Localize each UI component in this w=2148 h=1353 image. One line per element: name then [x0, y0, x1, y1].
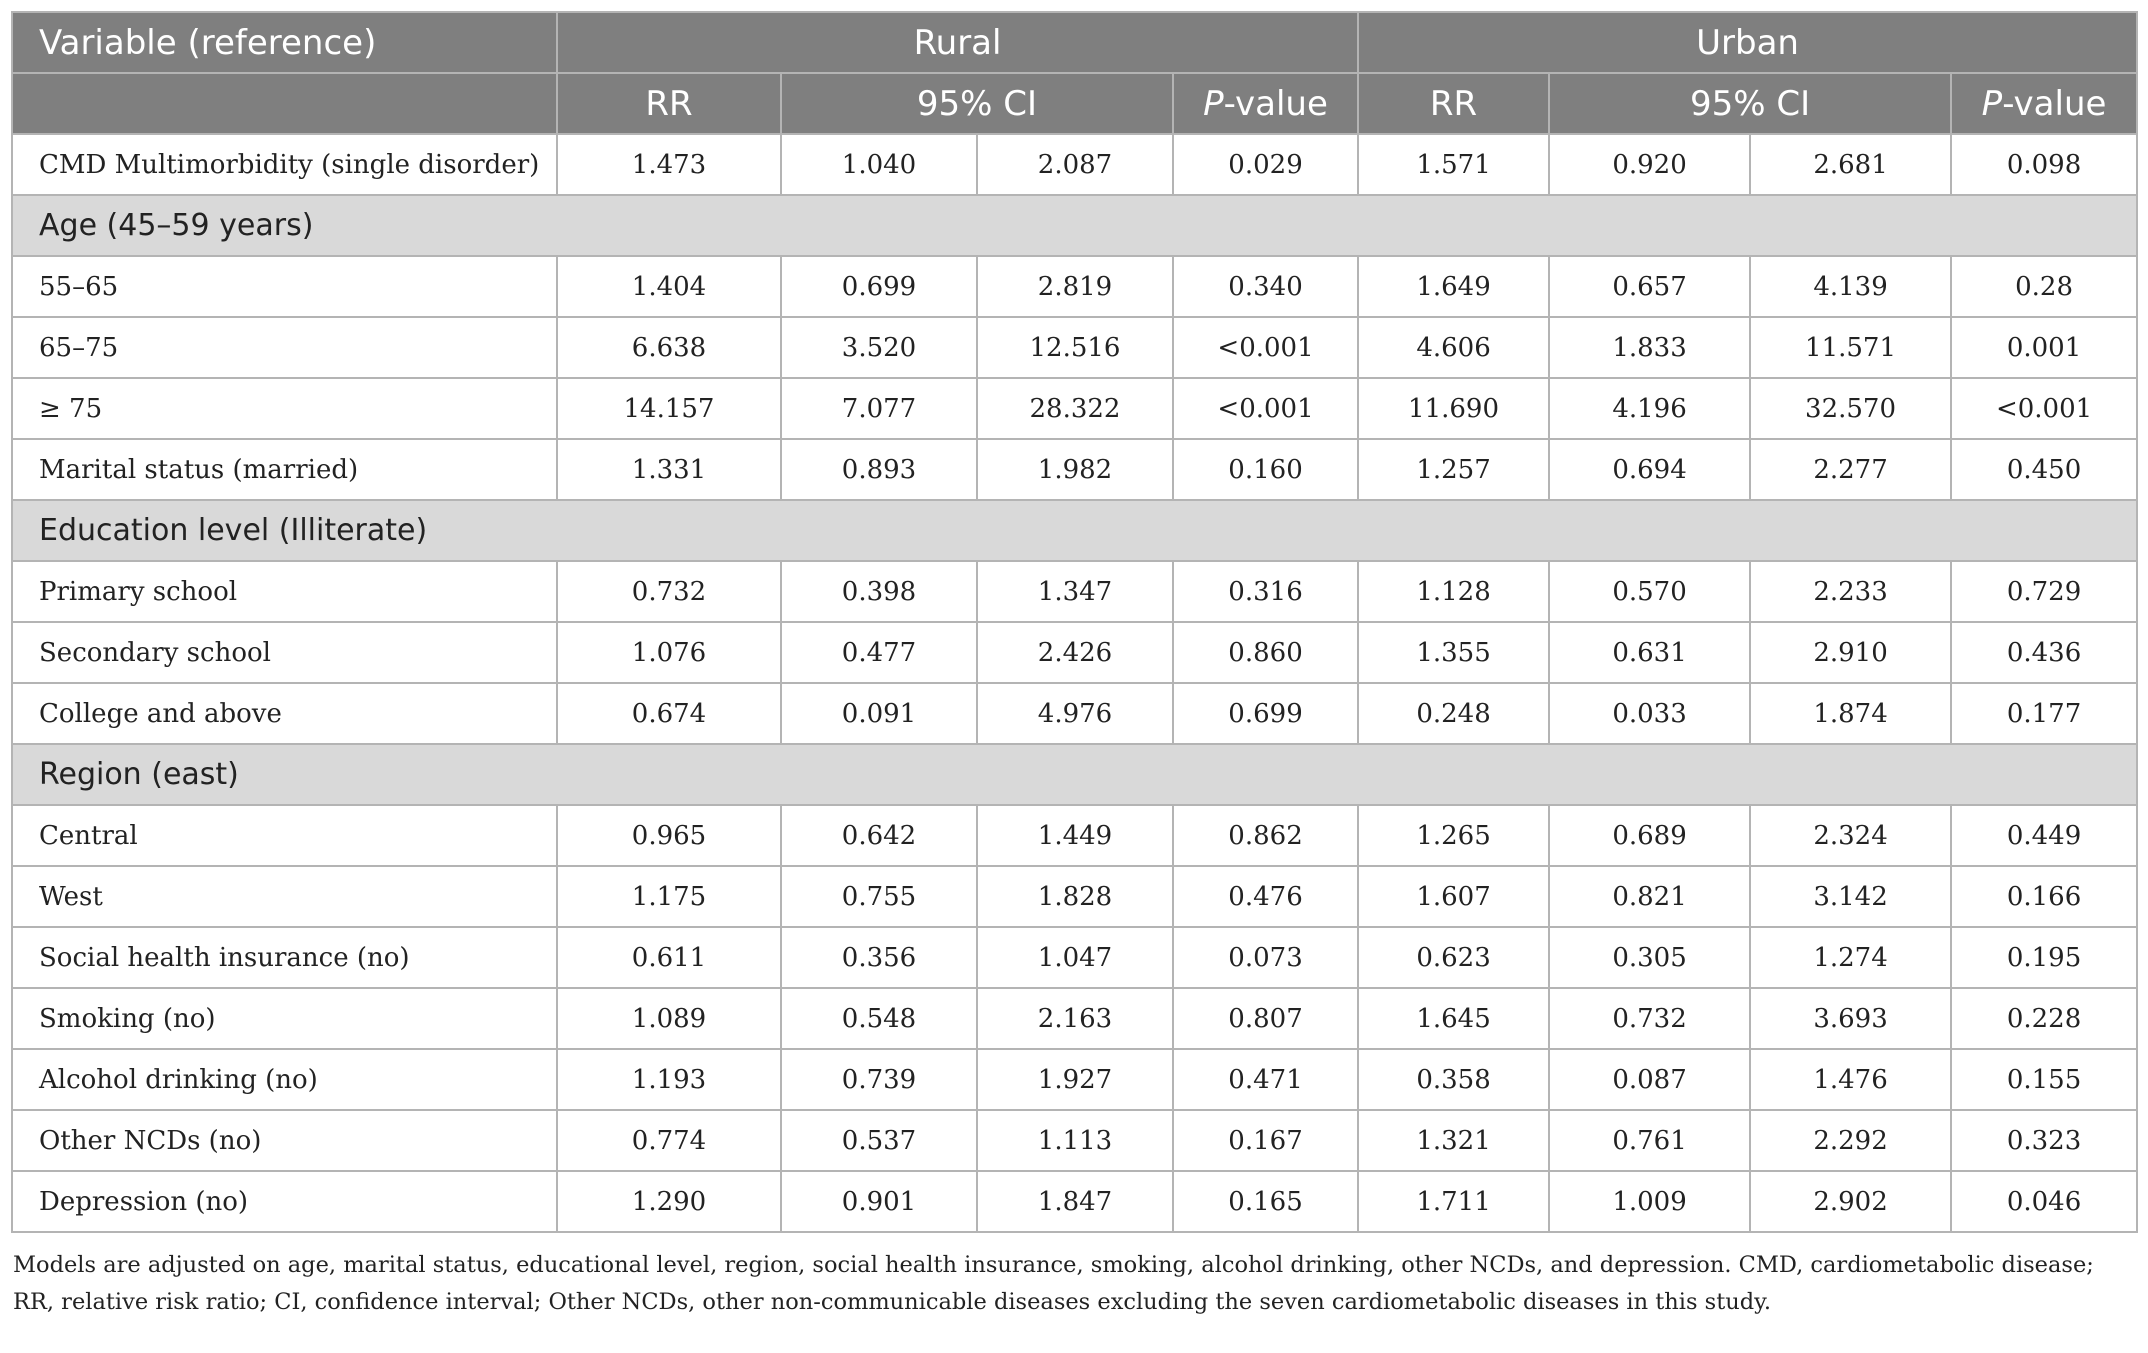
urban-ci-lower-cell: 0.087 [1549, 1049, 1750, 1110]
rural-pvalue-cell: 0.862 [1173, 805, 1358, 866]
variable-label: 55–65 [12, 256, 557, 317]
urban-ci-upper-cell: 11.571 [1750, 317, 1951, 378]
table-header [12, 12, 2137, 134]
urban-pvalue-cell: 0.046 [1951, 1171, 2137, 1232]
rural-ci-lower-cell: 0.398 [781, 561, 977, 622]
table-row [12, 439, 2137, 500]
rural-ci-lower-cell: 0.699 [781, 256, 977, 317]
rural-rr-cell: 6.638 [557, 317, 781, 378]
urban-pvalue-cell: 0.001 [1951, 317, 2137, 378]
urban-ci-upper-cell: 2.910 [1750, 622, 1951, 683]
urban-pvalue-cell: 0.195 [1951, 927, 2137, 988]
urban-rr-cell: 1.265 [1358, 805, 1549, 866]
rural-rr-cell: 0.611 [557, 927, 781, 988]
header-rural-rr: RR [557, 73, 781, 134]
variable-label: Social health insurance (no) [12, 927, 557, 988]
header-blank [12, 73, 557, 134]
table-body [12, 134, 2137, 1232]
urban-pvalue-cell: 0.098 [1951, 134, 2137, 195]
urban-rr-cell: 11.690 [1358, 378, 1549, 439]
urban-pvalue-cell: 0.449 [1951, 805, 2137, 866]
header-rural-pvalue [1173, 73, 1358, 134]
rural-ci-upper-cell: 2.087 [977, 134, 1173, 195]
urban-pvalue-cell: 0.436 [1951, 622, 2137, 683]
rural-rr-cell: 1.290 [557, 1171, 781, 1232]
variable-label: Other NCDs (no) [12, 1110, 557, 1171]
urban-ci-lower-cell: 0.570 [1549, 561, 1750, 622]
table-row [12, 378, 2137, 439]
urban-rr-cell: 4.606 [1358, 317, 1549, 378]
rural-ci-upper-cell: 1.982 [977, 439, 1173, 500]
urban-pvalue-cell: 0.729 [1951, 561, 2137, 622]
rural-ci-upper-cell: 1.449 [977, 805, 1173, 866]
rural-ci-upper-cell: 12.516 [977, 317, 1173, 378]
rural-pvalue-cell: 0.029 [1173, 134, 1358, 195]
urban-pvalue-cell: 0.155 [1951, 1049, 2137, 1110]
rural-ci-upper-cell: 1.047 [977, 927, 1173, 988]
variable-label: West [12, 866, 557, 927]
variable-label: ≥ 75 [12, 378, 557, 439]
urban-ci-lower-cell: 0.657 [1549, 256, 1750, 317]
rural-pvalue-cell: 0.699 [1173, 683, 1358, 744]
header-urban-pvalue [1951, 73, 2137, 134]
section-row [12, 744, 2137, 805]
urban-ci-lower-cell: 0.033 [1549, 683, 1750, 744]
urban-ci-lower-cell: 0.821 [1549, 866, 1750, 927]
rural-ci-lower-cell: 0.548 [781, 988, 977, 1049]
rural-rr-cell: 1.473 [557, 134, 781, 195]
rural-ci-lower-cell: 0.893 [781, 439, 977, 500]
rural-rr-cell: 1.089 [557, 988, 781, 1049]
urban-rr-cell: 1.321 [1358, 1110, 1549, 1171]
variable-label: CMD Multimorbidity (single disorder) [12, 134, 557, 195]
header-rural: Rural [557, 12, 1358, 73]
urban-rr-cell: 1.355 [1358, 622, 1549, 683]
header-p-italic: P [1981, 83, 2003, 124]
table-row [12, 134, 2137, 195]
table-row [12, 317, 2137, 378]
rural-pvalue-cell: 0.476 [1173, 866, 1358, 927]
table-row [12, 683, 2137, 744]
rural-ci-lower-cell: 0.739 [781, 1049, 977, 1110]
urban-ci-lower-cell: 0.631 [1549, 622, 1750, 683]
rural-ci-upper-cell: 28.322 [977, 378, 1173, 439]
header-urban: Urban [1358, 12, 2137, 73]
rural-ci-lower-cell: 0.356 [781, 927, 977, 988]
rural-ci-lower-cell: 1.040 [781, 134, 977, 195]
urban-pvalue-cell: 0.228 [1951, 988, 2137, 1049]
rural-ci-lower-cell: 0.477 [781, 622, 977, 683]
rural-rr-cell: 14.157 [557, 378, 781, 439]
variable-label: Central [12, 805, 557, 866]
section-row [12, 500, 2137, 561]
urban-pvalue-cell: <0.001 [1951, 378, 2137, 439]
urban-ci-upper-cell: 3.693 [1750, 988, 1951, 1049]
rural-rr-cell: 0.965 [557, 805, 781, 866]
urban-ci-upper-cell: 2.292 [1750, 1110, 1951, 1171]
rural-ci-upper-cell: 4.976 [977, 683, 1173, 744]
header-p-rest: -value [2002, 83, 2107, 124]
section-label: Education level (Illiterate) [12, 500, 2137, 561]
header-rural-ci: 95% CI [781, 73, 1173, 134]
rural-rr-cell: 1.331 [557, 439, 781, 500]
header-p-italic: P [1203, 83, 1224, 124]
urban-rr-cell: 0.623 [1358, 927, 1549, 988]
urban-pvalue-cell: 0.166 [1951, 866, 2137, 927]
rural-ci-lower-cell: 7.077 [781, 378, 977, 439]
variable-label: Depression (no) [12, 1171, 557, 1232]
urban-rr-cell: 1.257 [1358, 439, 1549, 500]
urban-rr-cell: 1.607 [1358, 866, 1549, 927]
rural-pvalue-cell: 0.165 [1173, 1171, 1358, 1232]
rural-ci-lower-cell: 0.537 [781, 1110, 977, 1171]
rural-pvalue-cell: 0.807 [1173, 988, 1358, 1049]
table-row [12, 1049, 2137, 1110]
variable-label: 65–75 [12, 317, 557, 378]
urban-ci-upper-cell: 2.233 [1750, 561, 1951, 622]
urban-ci-lower-cell: 1.009 [1549, 1171, 1750, 1232]
variable-label: College and above [12, 683, 557, 744]
rural-ci-lower-cell: 0.642 [781, 805, 977, 866]
urban-ci-upper-cell: 2.681 [1750, 134, 1951, 195]
urban-ci-lower-cell: 1.833 [1549, 317, 1750, 378]
variable-label: Secondary school [12, 622, 557, 683]
variable-label: Marital status (married) [12, 439, 557, 500]
rural-rr-cell: 1.076 [557, 622, 781, 683]
urban-ci-lower-cell: 0.305 [1549, 927, 1750, 988]
urban-ci-lower-cell: 0.694 [1549, 439, 1750, 500]
section-label: Age (45–59 years) [12, 195, 2137, 256]
header-row-groups [12, 12, 2137, 73]
regression-results-table [11, 11, 2138, 1233]
header-p-rest: -value [1223, 83, 1328, 124]
table-row [12, 1171, 2137, 1232]
urban-rr-cell: 0.248 [1358, 683, 1549, 744]
rural-ci-upper-cell: 1.847 [977, 1171, 1173, 1232]
urban-rr-cell: 1.649 [1358, 256, 1549, 317]
variable-label: Alcohol drinking (no) [12, 1049, 557, 1110]
rural-rr-cell: 1.175 [557, 866, 781, 927]
urban-ci-upper-cell: 4.139 [1750, 256, 1951, 317]
rural-pvalue-cell: 0.471 [1173, 1049, 1358, 1110]
rural-rr-cell: 0.732 [557, 561, 781, 622]
results-document [11, 11, 2136, 1321]
rural-pvalue-cell: 0.073 [1173, 927, 1358, 988]
urban-pvalue-cell: 0.177 [1951, 683, 2137, 744]
header-variable: Variable (reference) [12, 12, 557, 73]
table-row [12, 1110, 2137, 1171]
section-row [12, 195, 2137, 256]
urban-ci-upper-cell: 2.902 [1750, 1171, 1951, 1232]
header-row-columns [12, 73, 2137, 134]
rural-pvalue-cell: <0.001 [1173, 378, 1358, 439]
urban-ci-lower-cell: 0.761 [1549, 1110, 1750, 1171]
urban-ci-upper-cell: 1.476 [1750, 1049, 1951, 1110]
urban-rr-cell: 0.358 [1358, 1049, 1549, 1110]
table-row [12, 927, 2137, 988]
urban-rr-cell: 1.571 [1358, 134, 1549, 195]
urban-ci-upper-cell: 1.874 [1750, 683, 1951, 744]
header-urban-rr: RR [1358, 73, 1549, 134]
rural-rr-cell: 1.404 [557, 256, 781, 317]
rural-pvalue-cell: 0.316 [1173, 561, 1358, 622]
urban-ci-upper-cell: 2.324 [1750, 805, 1951, 866]
rural-rr-cell: 0.774 [557, 1110, 781, 1171]
urban-ci-upper-cell: 1.274 [1750, 927, 1951, 988]
table-footnote: Models are adjusted on age, marital status, educational level, region, social health insurance, smoking, alcohol drinking, other NCDs, and depression. CMD, cardiometabolic disease; RR, relative risk ratio; CI, confidence interval; Other NCDs, other non-communicable diseases excluding the seven cardiometabolic diseases in this study. [13, 1252, 2094, 1315]
rural-ci-lower-cell: 0.755 [781, 866, 977, 927]
urban-pvalue-cell: 0.323 [1951, 1110, 2137, 1171]
variable-label: Smoking (no) [12, 988, 557, 1049]
urban-ci-lower-cell: 0.920 [1549, 134, 1750, 195]
rural-ci-lower-cell: 3.520 [781, 317, 977, 378]
urban-ci-upper-cell: 3.142 [1750, 866, 1951, 927]
urban-ci-upper-cell: 32.570 [1750, 378, 1951, 439]
rural-ci-lower-cell: 0.091 [781, 683, 977, 744]
table-row [12, 866, 2137, 927]
urban-rr-cell: 1.128 [1358, 561, 1549, 622]
table-row [12, 988, 2137, 1049]
urban-ci-lower-cell: 0.732 [1549, 988, 1750, 1049]
table-row [12, 622, 2137, 683]
variable-label: Primary school [12, 561, 557, 622]
rural-pvalue-cell: <0.001 [1173, 317, 1358, 378]
urban-pvalue-cell: 0.28 [1951, 256, 2137, 317]
urban-ci-lower-cell: 4.196 [1549, 378, 1750, 439]
rural-pvalue-cell: 0.340 [1173, 256, 1358, 317]
rural-ci-upper-cell: 2.819 [977, 256, 1173, 317]
table-row [12, 805, 2137, 866]
table-row [12, 561, 2137, 622]
rural-rr-cell: 1.193 [557, 1049, 781, 1110]
rural-ci-upper-cell: 1.828 [977, 866, 1173, 927]
rural-ci-upper-cell: 2.426 [977, 622, 1173, 683]
section-label: Region (east) [12, 744, 2137, 805]
urban-pvalue-cell: 0.450 [1951, 439, 2137, 500]
rural-pvalue-cell: 0.167 [1173, 1110, 1358, 1171]
rural-rr-cell: 0.674 [557, 683, 781, 744]
rural-pvalue-cell: 0.160 [1173, 439, 1358, 500]
urban-ci-upper-cell: 2.277 [1750, 439, 1951, 500]
urban-rr-cell: 1.711 [1358, 1171, 1549, 1232]
rural-ci-lower-cell: 0.901 [781, 1171, 977, 1232]
rural-ci-upper-cell: 1.113 [977, 1110, 1173, 1171]
rural-pvalue-cell: 0.860 [1173, 622, 1358, 683]
rural-ci-upper-cell: 1.927 [977, 1049, 1173, 1110]
header-urban-ci: 95% CI [1549, 73, 1951, 134]
rural-ci-upper-cell: 1.347 [977, 561, 1173, 622]
table-row [12, 256, 2137, 317]
rural-ci-upper-cell: 2.163 [977, 988, 1173, 1049]
urban-ci-lower-cell: 0.689 [1549, 805, 1750, 866]
urban-rr-cell: 1.645 [1358, 988, 1549, 1049]
